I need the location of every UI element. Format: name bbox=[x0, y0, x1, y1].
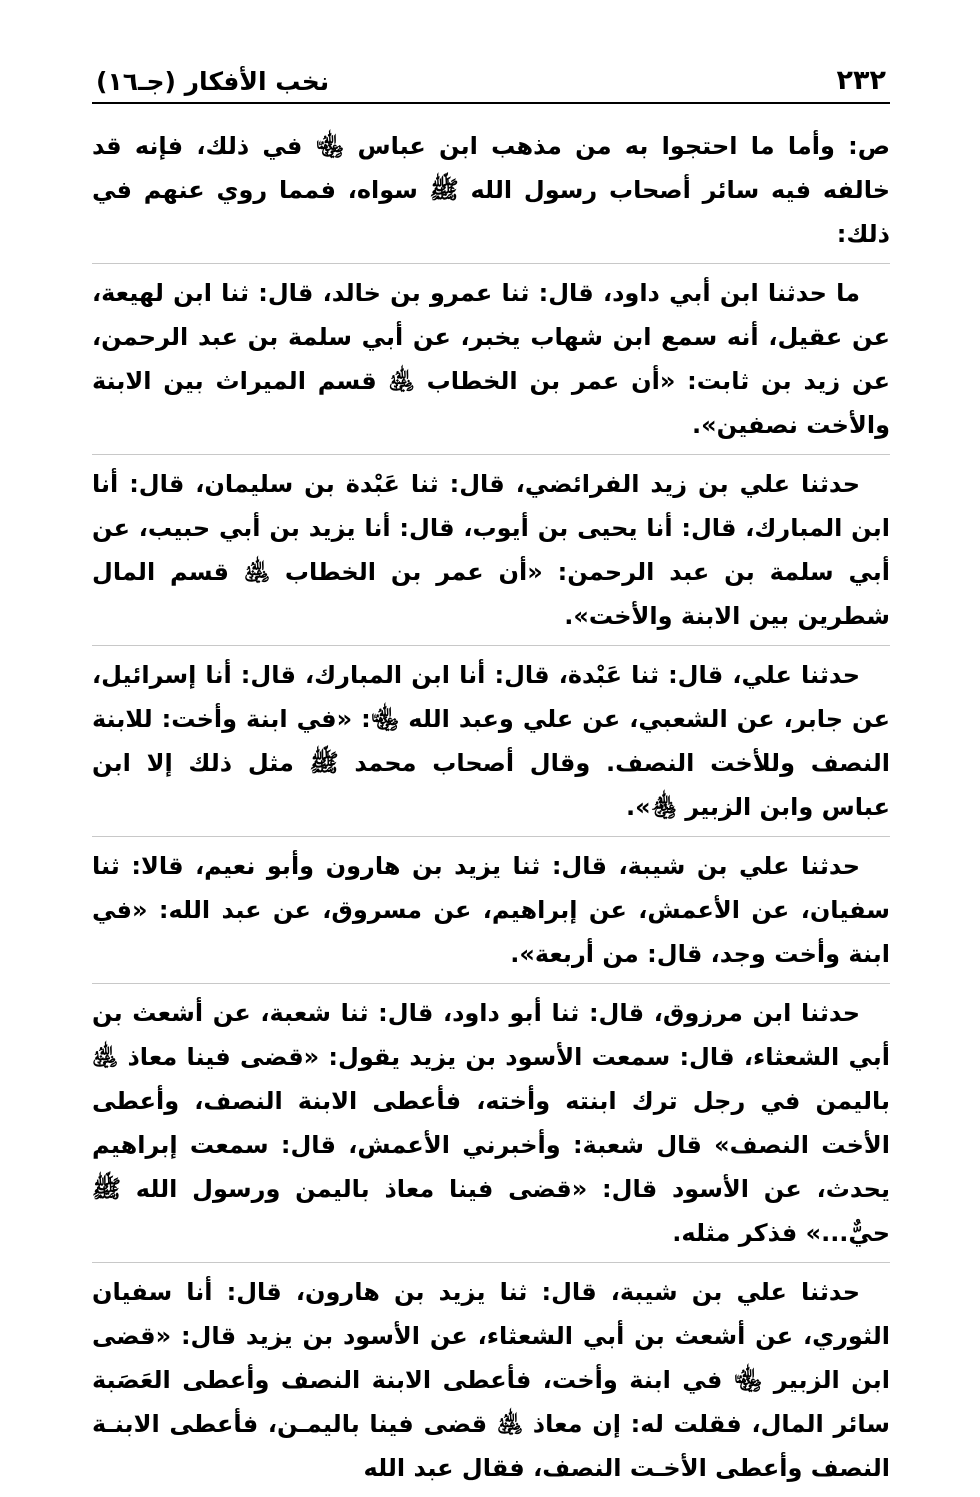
paragraph bbox=[92, 124, 890, 264]
page-number: ٢٣٢ bbox=[836, 65, 886, 96]
running-title: نخب الأفكار (جـ١٦) bbox=[96, 67, 330, 96]
paragraph bbox=[92, 991, 890, 1263]
paragraph bbox=[92, 462, 890, 646]
paragraph-text: حدثنا علي، قال: ثنا عَبْدة، قال: أنا ابن المبارك، قال: أنا إسرائيل، عن جابر، عن الشعبي، عن علي وعبد الله ﵄: «في ابنة وأخت: للابنة النصف وللأخت النصف. وقال أصحاب محمد ﷺ مثل ذلك إلا ابن عباس وابن الزبير ﵃». bbox=[92, 661, 890, 821]
paragraph-text: حدثنا ابن مرزوق، قال: ثنا أبو داود، قال: ثنا شعبة، عن أشعث بن أبي الشعثاء، قال: سمعت الأسود بن يزيد يقول: «قضى فينا معاذ ﵁ باليمن في رجل ترك ابنته وأخته، فأعطى الابنة النصف، وأعطى الأخت النصف» قال شعبة: وأخبرني الأعمش، قال: سمعت إبراهيم يحدث، عن الأسود قال: «قضى فينا معاذ باليمن ورسول الله ﷺ حيٌّ...» فذكر مثله. bbox=[92, 999, 890, 1247]
paragraph bbox=[92, 844, 890, 984]
paragraph bbox=[92, 653, 890, 837]
page-body bbox=[92, 124, 890, 1497]
paragraph-text: حدثنا علي بن شيبة، قال: ثنا يزيد بن هارون وأبو نعيم، قالا: ثنا سفيان، عن الأعمش، عن إبراهيم، عن مسروق، عن عبد الله: «في ابنة وأخت وجد، قال: من أربعة». bbox=[92, 852, 890, 968]
page-header bbox=[92, 62, 890, 104]
paragraph-text: حدثنا علي بن زيد الفرائضي، قال: ثنا عَبْدة بن سليمان، قال: أنا ابن المبارك، قال: أنا يحيى بن أيوب، قال: أنا يزيد بن أبي حبيب، عن أبي سلمة بن عبد الرحمن: «أن عمر بن الخطاب ﵁ قسم المال شطرين بين الابنة والأخت». bbox=[92, 470, 890, 630]
paragraph-lead: ص: bbox=[848, 132, 890, 160]
paragraph-text: ما حدثنا ابن أبي داود، قال: ثنا عمرو بن خالد، قال: ثنا ابن لهيعة، عن عقيل، أنه سمع ابن شهاب يخبر، عن أبي سلمة بن عبد الرحمن، عن زيد بن ثابت: «أن عمر بن الخطاب ﵁ قسم الميراث بين الابنة والأخت نصفين». bbox=[92, 279, 890, 439]
paragraph bbox=[92, 1270, 890, 1497]
paragraph-text: حدثنا علي بن شيبة، قال: ثنا يزيد بن هارون، قال: أنا سفيان الثوري، عن أشعث بن أبي الشعثاء، عن الأسود بن يزيد قال: «قضى ابن الزبير ﵄ في ابنة وأخت، فأعطى الابنة النصف وأعطى العَصَبة سائر المال، فقلت له: إن معاذ ﵁ قضى فينا باليمـن، فأعطى الابنـة النصف وأعطى الأخـت النصف، فقال عبد الله bbox=[92, 1278, 890, 1482]
paragraph bbox=[92, 271, 890, 455]
paragraph-text: وأما ما احتجوا به من مذهب ابن عباس ﵄ في ذلك، فإنه قد خالفه فيه سائر أصحاب رسول الله ﷺ سواه، فمما روي عنهم في ذلك: bbox=[92, 132, 890, 248]
